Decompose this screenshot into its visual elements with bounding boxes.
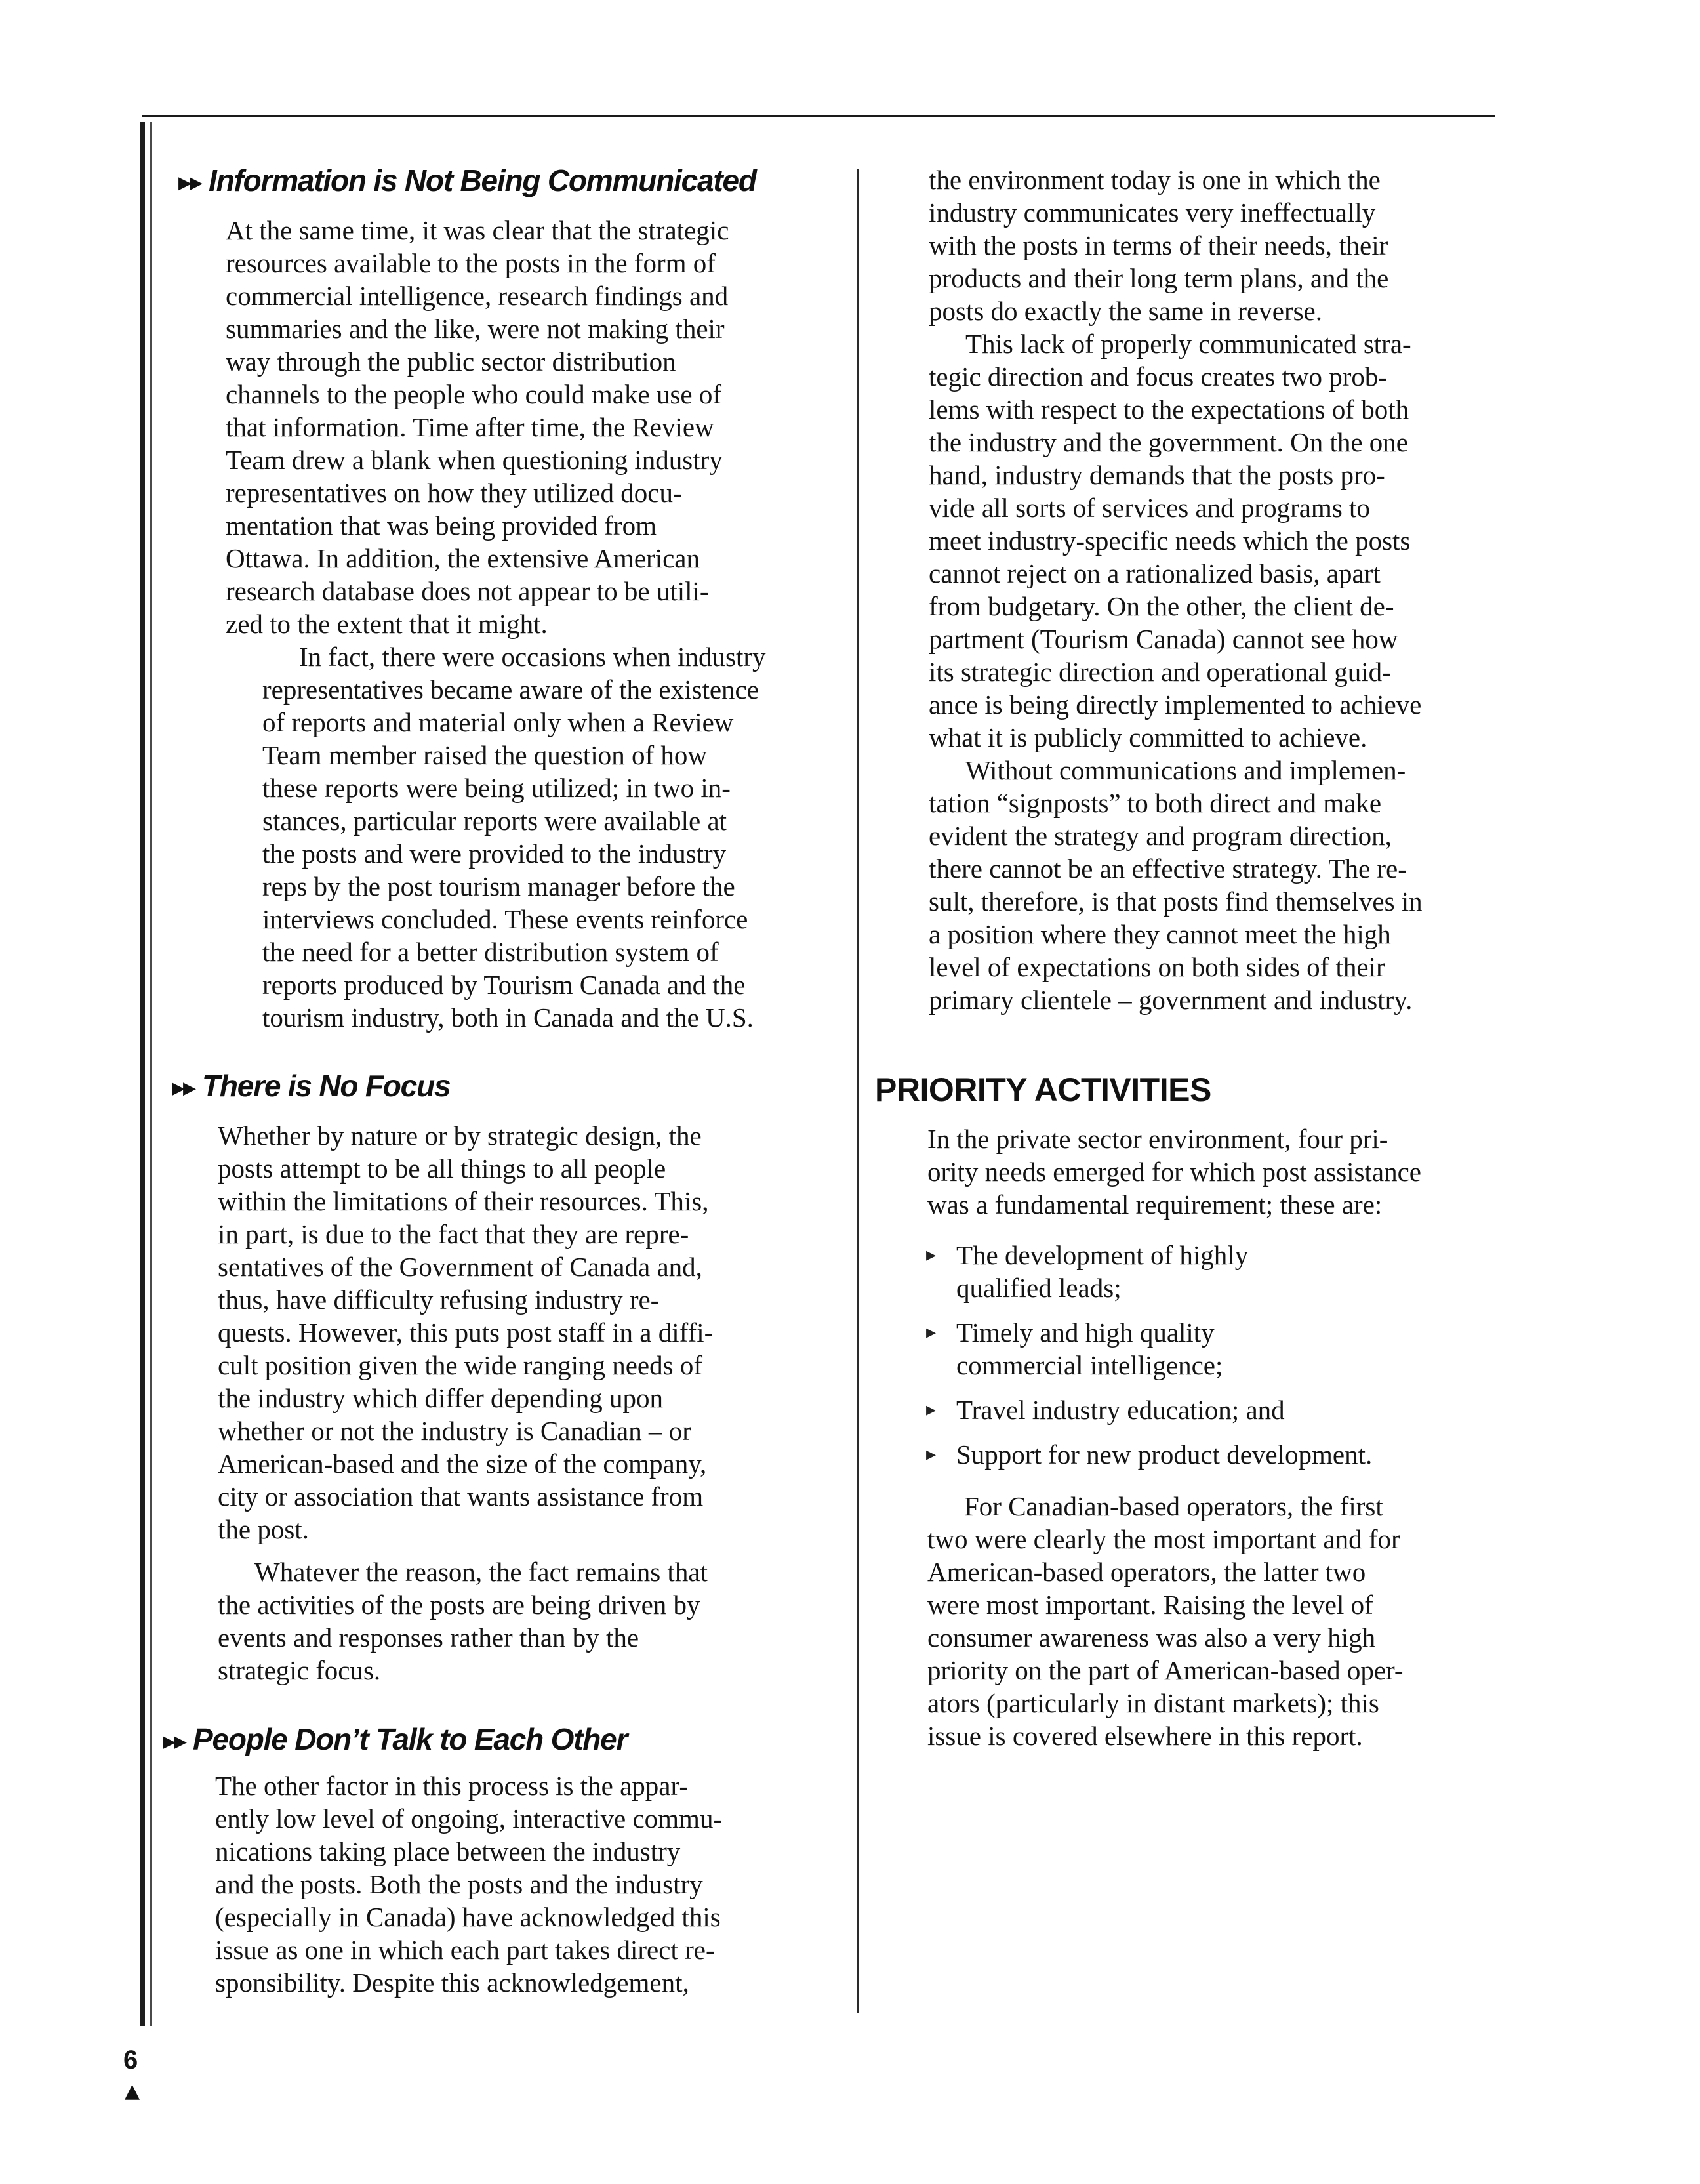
text-line: qualified leads; bbox=[956, 1273, 1122, 1303]
text-line: the industry which differ depending upon bbox=[218, 1383, 664, 1413]
text-line: At the same time, it was clear that the strategic bbox=[226, 215, 729, 245]
text-line: commercial intelligence, research findings and bbox=[226, 281, 729, 311]
text-line: consumer awareness was also a very high bbox=[927, 1622, 1376, 1653]
column-divider bbox=[857, 169, 859, 2013]
text-line: events and responses rather than by the bbox=[218, 1622, 639, 1653]
text-line: American-based operators, the latter two bbox=[927, 1557, 1366, 1587]
text-line: In the private sector environment, four pri- bbox=[927, 1124, 1388, 1154]
text-line: that information. Time after time, the Review bbox=[226, 412, 714, 442]
text-line: what it is publicly committed to achieve. bbox=[929, 722, 1367, 752]
text-line: lems with respect to the expectations of both bbox=[929, 394, 1409, 424]
priority-list-item bbox=[925, 1316, 1372, 1382]
text-line: evident the strategy and program direction, bbox=[929, 821, 1392, 851]
text-line: Without communications and implemen- bbox=[965, 755, 1406, 785]
text-line: priority on the part of American-based oper- bbox=[927, 1655, 1404, 1685]
priority-intro bbox=[927, 1123, 1421, 1221]
text-line: ators (particularly in distant markets); this bbox=[927, 1688, 1379, 1718]
talk-paragraph-1-continued bbox=[929, 163, 1388, 327]
text-line: industry communicates very ineffectually bbox=[929, 197, 1376, 228]
text-line: channels to the people who could make use of bbox=[226, 379, 721, 409]
text-line: there cannot be an effective strategy. The re- bbox=[929, 854, 1407, 884]
text-line: Whatever the reason, the fact remains that bbox=[254, 1557, 708, 1587]
text-line: city or association that wants assistance from bbox=[218, 1481, 704, 1512]
text-line: ently low level of ongoing, interactive commu- bbox=[215, 1803, 723, 1834]
text-line: vide all sorts of services and programs to bbox=[929, 493, 1370, 523]
text-line: hand, industry demands that the posts pro- bbox=[929, 460, 1385, 490]
left-margin-bar-inner bbox=[150, 122, 152, 2026]
text-line: two were clearly the most important and for bbox=[927, 1524, 1400, 1554]
double-arrow-icon: ▶▶ bbox=[172, 1078, 194, 1098]
text-line: with the posts in terms of their needs, their bbox=[929, 230, 1388, 260]
text-line: thus, have difficulty refusing industry re- bbox=[218, 1285, 660, 1315]
text-line: tourism industry, both in Canada and the U.S. bbox=[262, 1002, 754, 1033]
text-line: ority needs emerged for which post assistance bbox=[927, 1157, 1421, 1187]
text-line: whether or not the industry is Canadian – or bbox=[218, 1416, 691, 1446]
text-line: quests. However, this puts post staff in a diffi- bbox=[218, 1317, 714, 1348]
text-line: American-based and the size of the company, bbox=[218, 1449, 707, 1479]
text-line: representatives on how they utilized docu- bbox=[226, 478, 682, 508]
text-line: way through the public sector distribution bbox=[226, 346, 676, 377]
info-paragraph-1 bbox=[226, 214, 729, 640]
text-line: the need for a better distribution system of bbox=[262, 937, 719, 967]
text-line: ▸ Travel industry education; and bbox=[956, 1395, 1285, 1425]
text-line: of reports and material only when a Review bbox=[262, 707, 734, 737]
priority-list-item bbox=[925, 1239, 1372, 1304]
text-line: posts attempt to be all things to all people bbox=[218, 1153, 666, 1184]
text-line: strategic focus. bbox=[218, 1655, 381, 1685]
text-line: these reports were being utilized; in two in- bbox=[262, 773, 731, 803]
text-line: This lack of properly communicated stra- bbox=[965, 329, 1411, 359]
priority-closing bbox=[927, 1490, 1404, 1752]
text-line: representatives became aware of the existence bbox=[262, 674, 759, 705]
text-line: the environment today is one in which the bbox=[929, 165, 1381, 195]
text-line: research database does not appear to be utili- bbox=[226, 576, 709, 606]
text-line: The other factor in this process is the appar- bbox=[215, 1771, 688, 1801]
text-line: issue is covered elsewhere in this report. bbox=[927, 1721, 1363, 1751]
text-line: commercial intelligence; bbox=[956, 1350, 1223, 1380]
page-number: 6 bbox=[123, 2046, 138, 2074]
text-line: from budgetary. On the other, the client de- bbox=[929, 591, 1394, 621]
text-line: nications taking place between the industry bbox=[215, 1836, 681, 1866]
text-line: were most important. Raising the level of bbox=[927, 1590, 1373, 1620]
text-line: Ottawa. In addition, the extensive American bbox=[226, 543, 700, 573]
text-line: sentatives of the Government of Canada and, bbox=[218, 1252, 702, 1282]
text-line: the industry and the government. On the one bbox=[929, 427, 1408, 457]
text-line: the post. bbox=[218, 1514, 309, 1544]
text-line: partment (Tourism Canada) cannot see how bbox=[929, 624, 1398, 654]
section-heading-talk: ▶▶ People Don’t Talk to Each Other bbox=[163, 1722, 628, 1756]
text-line: reps by the post tourism manager before the bbox=[262, 871, 735, 901]
text-line: For Canadian-based operators, the first bbox=[964, 1491, 1383, 1521]
text-line: posts do exactly the same in reverse. bbox=[929, 296, 1323, 326]
text-line: (especially in Canada) have acknowledged this bbox=[215, 1902, 721, 1932]
text-line: primary clientele – government and industry. bbox=[929, 985, 1413, 1015]
priority-list bbox=[925, 1239, 1372, 1483]
info-paragraph-2 bbox=[262, 640, 766, 1034]
text-line: within the limitations of their resources. This, bbox=[218, 1186, 709, 1216]
talk-paragraph-1 bbox=[215, 1769, 722, 1999]
text-line: products and their long term plans, and the bbox=[929, 263, 1389, 293]
double-arrow-icon: ▶▶ bbox=[178, 173, 201, 192]
text-line: ▸ Timely and high quality bbox=[956, 1317, 1215, 1348]
text-line: was a fundamental requirement; these are: bbox=[927, 1189, 1383, 1220]
text-line: sponsibility. Despite this acknowledgement, bbox=[215, 1968, 689, 1998]
text-line: mentation that was being provided from bbox=[226, 510, 657, 541]
text-line: cannot reject on a rationalized basis, apart bbox=[929, 558, 1381, 588]
text-line: level of expectations on both sides of their bbox=[929, 952, 1385, 982]
text-line: Team drew a blank when questioning industry bbox=[226, 445, 723, 475]
text-line: Whether by nature or by strategic design, the bbox=[218, 1121, 702, 1151]
triangle-marker-icon: ▲ bbox=[125, 2080, 140, 2103]
text-line: In fact, there were occasions when industry bbox=[299, 642, 766, 672]
text-line: in part, is due to the fact that they are repre- bbox=[218, 1219, 689, 1249]
text-line: Team member raised the question of how bbox=[262, 740, 707, 770]
text-line: cult position given the wide ranging needs of bbox=[218, 1350, 702, 1380]
priority-list-item bbox=[925, 1393, 1372, 1426]
text-line: and the posts. Both the posts and the industry bbox=[215, 1869, 703, 1899]
text-line: ▸ Support for new product development. bbox=[956, 1439, 1373, 1470]
top-rule bbox=[142, 115, 1495, 117]
text-line: resources available to the posts in the form of bbox=[226, 248, 716, 278]
talk-paragraph-3 bbox=[929, 754, 1423, 1016]
section-heading-info: ▶▶ Information is Not Being Communicated bbox=[178, 163, 756, 197]
text-line: the activities of the posts are being driven by bbox=[218, 1590, 700, 1620]
text-line: the posts and were provided to the industry bbox=[262, 838, 727, 869]
focus-paragraph-1 bbox=[218, 1119, 713, 1546]
text-line: reports produced by Tourism Canada and the bbox=[262, 970, 746, 1000]
text-line: issue as one in which each part takes direct re- bbox=[215, 1935, 715, 1965]
text-line: summaries and the like, were not making their bbox=[226, 314, 725, 344]
text-line: a position where they cannot meet the high bbox=[929, 919, 1391, 949]
text-line: sult, therefore, is that posts find themselves in bbox=[929, 886, 1423, 917]
text-line: zed to the extent that it might. bbox=[226, 609, 548, 639]
priority-list-item bbox=[925, 1438, 1372, 1471]
priority-activities-heading: PRIORITY ACTIVITIES bbox=[875, 1071, 1211, 1108]
text-line: its strategic direction and operational guid- bbox=[929, 657, 1391, 687]
text-line: stances, particular reports were available at bbox=[262, 806, 727, 836]
text-line: tation “signposts” to both direct and make bbox=[929, 788, 1382, 818]
text-line: ance is being directly implemented to achieve bbox=[929, 690, 1422, 720]
text-line: ▸ The development of highly bbox=[956, 1240, 1249, 1270]
left-margin-bar bbox=[140, 122, 145, 2026]
text-line: interviews concluded. These events reinforce bbox=[262, 904, 748, 934]
focus-paragraph-2 bbox=[218, 1556, 708, 1687]
section-heading-focus: ▶▶ There is No Focus bbox=[172, 1069, 451, 1103]
text-line: tegic direction and focus creates two prob- bbox=[929, 361, 1388, 392]
text-line: meet industry-specific needs which the posts bbox=[929, 525, 1411, 556]
talk-paragraph-2 bbox=[929, 327, 1421, 754]
double-arrow-icon: ▶▶ bbox=[163, 1731, 185, 1751]
